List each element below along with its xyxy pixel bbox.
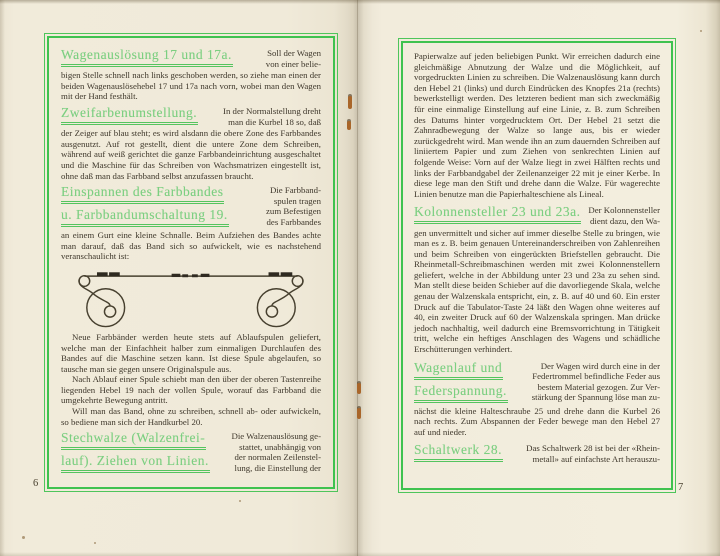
stitch-mark (348, 96, 352, 109)
photo-top-edge (0, 0, 720, 4)
side-text: Der Kolonnensteller dient dazu, den Wa- (588, 205, 660, 226)
gutter-fold-line (357, 0, 358, 556)
heading-stechwalze: Stechwalze (Walzenfrei- lauf). Ziehen von Linien. (61, 429, 210, 475)
photo-bottom-edge (0, 552, 720, 556)
gutter-shadow (334, 0, 382, 556)
stitch-mark (357, 383, 361, 394)
section-wagenausloesung (61, 46, 321, 102)
ribbon-spool-diagram (65, 265, 317, 329)
section-wagenlauf-federspannung (414, 359, 660, 438)
page-frame-right (401, 41, 673, 490)
heading-einspannen-farbband: Einspannen des Farbbandes u. Farbbandumschaltung 19. (61, 183, 229, 229)
page-number-right: 7 (678, 482, 684, 493)
paragraph: Will man das Band, ohne zu schreiben, schnell ab- oder aufwickeln, so bediene man sich der Handkurbel 20. (61, 406, 321, 427)
heading-wagenausloesung: Wagenauslösung 17 und 17a. (61, 46, 233, 69)
side-text: Das Schaltwerk 28 ist bei der «Rhein- metall» auf einfachste Art herauszu- (526, 443, 660, 464)
paragraph: nächst die kleine Halteschraube 25 und drehe dann die Kurbel 26 nach rechts. Zum Abspannen der Feder bewege man den Hebel 27 auf und nieder. (414, 405, 660, 437)
section-zweifarbenumstellung (61, 104, 321, 181)
paragraph-continuation: Papierwalze auf jeden beliebigen Punkt. Wir erreichen dadurch eine gleichmäßige Abnutzung der Walze und die Möglichkeit, auf vorgedruckten Linien zu schreiben. Die Walzenauslösung kann durch den Hebel 21 (links) und durch Eindrücken des Knopfes 21a (rechts) bewerkstelligt werden. Des letzteren bedient man sich zweckmäßig für eine einmalige Einstellung auf eine Linie, z. B. zum Schreiben des Datums hinter vorgedrucktem Ort. Der Hebel 21 setzt die Zahnradbewegung der Walze so lange aus, bis er wieder zurückgedreht wird. Man wende ihn an zum dauernden Schreiben auf liniiertem Papier und zum Ziehen von senkrechten Linien auf folgende Weise: Vorn auf der Walze liegt in zwei Hälften rechts und links der Farbbandgabel der Zeilenanzeiger 22 mit je einer Kerbe. In diese lege man den Stift und drehe dann die Walze. Für wagerechte Linien benutze man die Papierhalteschiene als Lineal. (414, 51, 660, 199)
fox-spot (94, 542, 96, 544)
right-spool-core-icon (266, 306, 277, 317)
fox-spot (700, 30, 702, 32)
paragraph: der Zeiger auf blau steht; es wird alsdann die obere Zone des Farbbandes ausgenutzt. Auf rot gestellt, dient die untere Zone dem Schreiben, während auf weiß gerichtet die ganze Farbbandeinrichtung ausgeschaltet und die Maschine für das Schreiben von Wachsmatrizen eingestellt ist, ohne daß man das Farbband selbst anzufassen braucht. (61, 128, 321, 181)
paragraph: gen unvermittelt und sicher auf immer dieselbe Stelle zu bringen, wie man es z. B. beim genauen Untereinanderschreiben von Zahlenreihen und beim Schreiben von eingerückten Briefstellen gebraucht. Die Rheinmetall-Schreibmaschinen werden mit zwei Kolonnenstellern geliefert, welche in der Abbildung unter 23 und 23a zu sehen sind. Man stellt diese beiden Schieber auf die davorliegende Skala, welche genau der Walzenskala entspricht, ein, z. B. auf 40 und 60. Ein erster Druck auf die Tabulator-Taste 24 läßt den Wagen ohne weiteres auf 40, ein zweiter Druck auf 60 der Walzenskala springen. Man drücke jedoch nachhaltig, weil dadurch eine Bremsvorrichtung in Tätigkeit tritt, welche ein heftiges Anschlagen des Wagens und schädliche Erschütterungen verhindert. (414, 227, 660, 355)
stitch-mark (347, 121, 351, 130)
fox-spot (22, 536, 25, 539)
section-kolonnensteller (414, 203, 660, 354)
heading-wagenlauf-federspannung: Wagenlauf und Federspannung. (414, 359, 508, 405)
fox-spot (239, 500, 241, 502)
heading-zweifarbenumstellung: Zweifarbenumstellung. (61, 104, 198, 127)
photo-left-edge (0, 0, 5, 556)
side-text: Die Walzenauslösung ge- stattet, unabhängig von der normalen Zeilenstel- lung, die Einstellung der (231, 431, 321, 474)
paragraph: Nach Ablauf einer Spule schiebt man den über der oberen Tastenreihe liegenden Hebel 19 nach der vollen Spule, worauf das Farbband die umgekehrte Bewegung antritt. (61, 374, 321, 406)
side-text: In der Normalstellung dreht man die Kurbel 18 so, daß (223, 105, 321, 127)
section-schaltwerk (414, 441, 660, 464)
right-spiral-curve (272, 294, 288, 306)
paragraph: an einem Gurt eine kleine Schnalle. Beim Aufziehen des Bandes achte man darauf, daß das Band sich so aufwickelt, wie es nachstehend veranschaulicht ist: (61, 230, 321, 262)
heading-kolonnensteller: Kolonnensteller 23 und 23a. (414, 203, 581, 226)
left-spool-core-icon (104, 306, 115, 317)
stitch-mark (357, 408, 361, 419)
left-spiral-curve (94, 294, 110, 306)
paragraph: bigen Stelle schnell nach links geschoben werden, so ziehe man einen der beiden Wagenauslösehebel 17 und 17a nach vorn, wobei man den Wagen mit der Hand festhält. (61, 70, 321, 102)
page-frame-left (47, 36, 335, 489)
paragraph: Neue Farbbänder werden heute stets auf Ablaufspulen geliefert, welche man der Einfachheit halber zum einmaligen Durchlaufen des Bandes auf die Maschine setzen kann. Ist diese Spule abgelaufen, so tausche man sie gegen unsere Originalspule aus. (61, 331, 321, 374)
side-text: Der Wagen wird durch eine in der Federtrommel befindliche Feder aus bestem Material gezogen. Zur Ver- stärkung der Spannung löse man zu- (531, 360, 660, 403)
section-einspannen-farbband (61, 183, 321, 427)
heading-schaltwerk: Schaltwerk 28. (414, 441, 503, 464)
side-text: Soll der Wagen von einer belie- (265, 48, 321, 69)
section-stechwalze (61, 429, 321, 475)
side-text: Die Farbband- spulen tragen zum Befestigen des Farbbandes (266, 185, 321, 227)
page-number-left: 6 (33, 478, 39, 489)
